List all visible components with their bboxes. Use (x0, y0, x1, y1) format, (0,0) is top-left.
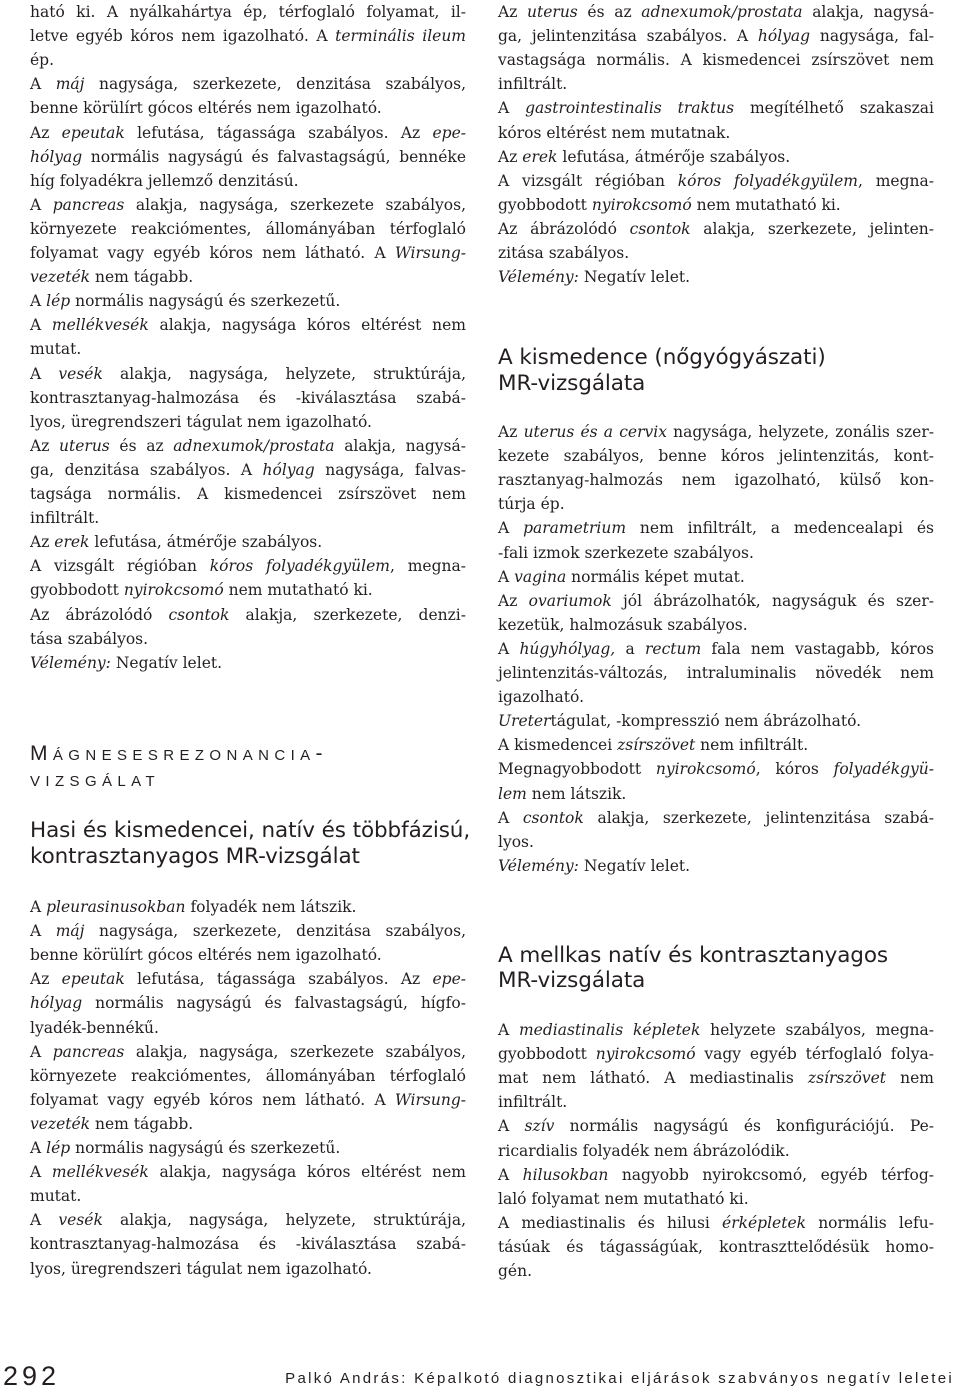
text-line (30, 458, 466, 482)
text-line (498, 420, 934, 444)
text-run: laló folyamat nem mutatható ki. (498, 1189, 749, 1208)
italic-term: Vélemény: (498, 268, 579, 287)
text-run: alakja, szerkezete, jelinten- (690, 219, 934, 238)
text-line (30, 265, 466, 289)
italic-term: máj (55, 922, 85, 941)
text-run: Az (498, 3, 528, 21)
text-line (498, 1114, 934, 1138)
text-run: lefutása, tágassága szabályos. Az (124, 970, 433, 989)
text-run: megítélhető szakaszai (734, 99, 935, 118)
text-run: A (498, 567, 515, 586)
text-run: A kismedencei (498, 736, 618, 755)
text-run: , kóros (755, 760, 834, 779)
text-run: Negatív lelet. (110, 653, 223, 672)
heading-chest-mr: A mellkas natív és kontrasztanyagos (498, 943, 888, 968)
text-run: lefutása, tágassága szabályos. Az (124, 123, 433, 142)
text-line (30, 145, 466, 169)
italic-term: nyirokcsomó (591, 195, 692, 214)
text-line (30, 193, 466, 217)
text-line (30, 217, 466, 241)
text-line (30, 1016, 466, 1040)
italic-term: Ureter (498, 712, 551, 731)
text-run: normális nagyságú és falvastagságú, hígfo- (82, 994, 466, 1013)
text-run: ga, denzitása szabályos. A (30, 460, 263, 479)
text-line (498, 265, 934, 289)
text-line (30, 169, 466, 193)
subheading-cont: kontrasztanyagos MR-vizsgálat (30, 844, 360, 869)
text-run: tagsága normális. A kismedencei zsírszövet nem (30, 485, 466, 503)
text-line (30, 337, 466, 361)
text-run: alakja, nagysá- (334, 436, 466, 455)
text-run: nagysága, szerkezete, denzitása szabályos, (84, 75, 466, 94)
text-line (30, 121, 466, 145)
text-run: kezetük, halmozásuk szabályos. (498, 615, 748, 634)
text-line (30, 1088, 466, 1112)
text-run: nagyobb nyirokcsomó, egyéb térfog- (608, 1165, 935, 1184)
text-line (498, 96, 934, 120)
text-run: A (498, 808, 523, 827)
italic-term: rectum (644, 639, 702, 658)
italic-term: pleurasinusokban (46, 898, 186, 916)
italic-term: Vélemény: (30, 653, 111, 672)
text-run: kezete szabályos, benne kóros jelintenzitás, kont- (498, 447, 934, 466)
text-line (498, 121, 934, 145)
heading-chest-mr-cont: MR-vizsgálata (498, 968, 646, 993)
text-run: lyos, üregrendszeri tágulat nem igazolható. (30, 1259, 372, 1278)
text-run: ép. (30, 51, 55, 70)
text-line (498, 1066, 934, 1090)
text-line (498, 757, 934, 781)
text-run: folyamat vagy egyéb kóros nem látható. A (30, 1090, 395, 1109)
text-line (498, 217, 934, 241)
text-run: infiltrált. (498, 1093, 568, 1112)
text-run: , megna- (390, 557, 466, 576)
text-line (498, 830, 934, 854)
text-run: letve egyéb kóros nem igazolható. A (30, 27, 336, 46)
italic-term: hólyag (262, 460, 315, 479)
text-line (30, 482, 466, 506)
text-run: nagysága, helyzete, zonális szer- (666, 423, 934, 441)
text-run: A mediastinalis és hilusi (498, 1213, 723, 1232)
text-line (498, 589, 934, 613)
text-run: A (30, 898, 47, 916)
italic-term: vagina (514, 567, 567, 586)
text-line (30, 991, 466, 1015)
italic-term: hólyag (30, 994, 83, 1013)
text-line (498, 1211, 934, 1235)
italic-term: epe- (432, 970, 466, 989)
text-line (30, 313, 466, 337)
text-run: A (498, 639, 520, 658)
text-run: A (30, 316, 52, 335)
text-line (30, 289, 466, 313)
text-line (498, 169, 934, 193)
italic-term: csontok (629, 219, 691, 238)
text-run: környezete reakciómentes, állományában térfoglaló (30, 219, 466, 238)
text-run: igazolható. (498, 688, 585, 707)
italic-term: uterus és a cervix (523, 423, 667, 441)
text-line (498, 1163, 934, 1187)
text-line (498, 782, 934, 806)
italic-term: lép (46, 292, 71, 311)
text-run: alakja, nagysá- (802, 3, 934, 21)
italic-term: folyadékgyü- (833, 760, 934, 779)
section-heading-cont: vizsgálat (30, 768, 161, 791)
text-run: nem (886, 1069, 934, 1088)
italic-term: csontok (168, 605, 230, 624)
text-run: A vizsgált régióban (30, 557, 210, 576)
text-run: Az (30, 436, 60, 455)
text-line (498, 1018, 934, 1042)
text-line (30, 1064, 466, 1088)
text-run: gyobbodott (30, 581, 124, 600)
text-run: A (30, 1211, 59, 1230)
text-run: kontrasztanyag-halmozása és -kiválasztása szabá- (30, 388, 466, 407)
text-run: lyos, üregrendszeri tágulat nem igazolható. (30, 412, 372, 431)
text-run: gén. (498, 1262, 533, 1280)
text-run: kóros eltérést nem mutatnak. (498, 123, 731, 142)
text-line (30, 1208, 466, 1232)
italic-term: ovariumok (528, 591, 612, 610)
text-run: nem infiltrált, a medencealapi és (626, 519, 934, 538)
text-run: infiltrált. (498, 75, 568, 94)
text-run: benne körülírt gócos eltérés nem igazolható. (30, 99, 382, 118)
text-line (498, 661, 934, 685)
text-run: nagysága, szerkezete, denzitása szabályos, (84, 922, 466, 941)
text-run: és az (577, 3, 642, 21)
section-heading: Mágnesesrezonancia- (30, 742, 328, 765)
italic-term: vesék (58, 364, 103, 383)
text-line (30, 0, 466, 24)
text-run: folyamat vagy egyéb kóros nem látható. A (30, 244, 395, 262)
text-run: Az (498, 147, 523, 166)
text-run: nem mutatható ki. (691, 195, 841, 214)
italic-term: vezeték (30, 268, 91, 287)
text-run: lefutása, átmérője szabályos. (89, 533, 323, 552)
text-run: a (615, 639, 645, 658)
text-line (498, 1139, 934, 1163)
text-line (498, 685, 934, 709)
text-run: zitása szabályos. (498, 244, 630, 262)
text-line (498, 516, 934, 540)
text-run: normális nagyságú és konfigurációjú. Pe- (554, 1117, 934, 1136)
text-line (498, 193, 934, 217)
text-run: ricardialis folyadék nem ábrázolódik. (498, 1141, 790, 1160)
text-run: ható ki. A nyálkahártya ép, térfoglaló folyamat, il- (30, 3, 466, 21)
text-run: Megnagyobbodott (498, 760, 656, 779)
text-run: vagy egyéb térfoglaló folya- (695, 1045, 934, 1064)
italic-term: mellékvesék (51, 316, 149, 335)
text-line (498, 444, 934, 468)
italic-term: terminális ileum (335, 27, 466, 46)
italic-term: erek (54, 533, 90, 552)
text-run: helyzete szabályos, megna- (700, 1021, 934, 1039)
italic-term: nyirokcsomó (595, 1045, 696, 1064)
text-run: alakja, szerkezete, denzi- (229, 605, 466, 624)
italic-term: Wirsung- (394, 1090, 466, 1109)
text-run: híg folyadékra jellemző denzitású. (30, 171, 299, 190)
text-run: Az (30, 123, 62, 142)
text-line (498, 24, 934, 48)
text-run: alakja, nagysága, szerkezete szabályos, (124, 195, 466, 214)
text-run: tása szabályos. (30, 629, 149, 648)
text-line (498, 492, 934, 516)
text-line (498, 468, 934, 492)
text-run: Az (498, 591, 529, 610)
text-run: nagysága, fal- (810, 27, 935, 46)
text-line (498, 854, 934, 878)
page-number: 292 (3, 1361, 61, 1391)
text-run: nem tágabb. (90, 1114, 194, 1133)
text-run: Az ábrázolódó (498, 219, 630, 238)
italic-term: adnexumok/prostata (173, 436, 335, 455)
text-line (498, 72, 934, 96)
italic-term: vesék (58, 1211, 103, 1230)
italic-term: lem (498, 784, 527, 803)
text-line (30, 1232, 466, 1256)
text-run: lyadék-bennékű. (30, 1018, 159, 1037)
italic-term: mellékvesék (51, 1163, 149, 1182)
text-run: A (498, 1021, 519, 1039)
text-run: rasztanyag-halmozás nem igazolható, külső kon- (498, 471, 934, 490)
text-run: alakja, nagysága, szerkezete szabályos, (124, 1042, 466, 1061)
text-run: túrja ép. (498, 495, 565, 514)
text-line (30, 1257, 466, 1281)
text-line (498, 0, 934, 24)
text-run: A (30, 1042, 53, 1061)
text-run: Az (30, 970, 62, 989)
italic-term: adnexumok/prostata (641, 3, 803, 21)
text-run: , megna- (858, 171, 934, 190)
text-run: normális nagyságú és falvastagságú, bennéke (82, 147, 466, 166)
heading-pelvis-mr: A kismedence (nőgyógyászati) (498, 345, 826, 370)
text-line (30, 410, 466, 434)
text-line (30, 434, 466, 458)
text-line (30, 603, 466, 627)
text-line (30, 530, 466, 554)
text-line (30, 651, 466, 675)
text-run: fala nem vastagabb, kóros (701, 639, 934, 658)
text-run: lefutása, átmérője szabályos. (557, 147, 791, 166)
italic-term: epe- (432, 123, 466, 142)
text-run: normális képet mutat. (566, 567, 745, 586)
text-run: mat nem látható. A mediastinalis (498, 1069, 808, 1088)
italic-term: parametrium (523, 519, 627, 538)
text-run: Az (30, 533, 55, 552)
text-run: alakja, szerkezete, jelintenzitása szabá- (583, 808, 935, 827)
text-line (30, 48, 466, 72)
text-run: lyos. (498, 832, 534, 851)
italic-term: erek (522, 147, 558, 166)
italic-term: pancreas (52, 195, 125, 214)
text-run: jelintenzitás-változás, intraluminalis növedék nem (498, 664, 934, 682)
italic-term: epeutak (61, 123, 125, 142)
text-line (30, 24, 466, 48)
italic-term: vezeték (30, 1114, 91, 1133)
text-run: vastagsága normális. A kismedencei zsírszövet nem (498, 51, 934, 70)
italic-term: nyirokcsomó (655, 760, 756, 779)
text-run: normális nagyságú és szerkezetű. (70, 1139, 341, 1157)
text-run: tásúak és tágasságúak, kontraszttelődésük homo- (498, 1237, 934, 1256)
italic-term: szív (524, 1117, 555, 1136)
text-line (30, 386, 466, 410)
text-line (30, 72, 466, 96)
text-run: nem látszik. (526, 784, 627, 803)
text-run: A (30, 195, 53, 214)
text-run: infiltrált. (30, 509, 100, 528)
text-run: A (30, 75, 56, 94)
italic-term: kóros folyadékgyülem (209, 557, 390, 576)
text-run: A (498, 99, 526, 118)
text-run: jól ábrázolhatók, nagyságuk és szer- (611, 591, 934, 610)
text-line (498, 1259, 934, 1283)
italic-term: érképletek (722, 1213, 807, 1232)
italic-term: Vélemény: (498, 856, 579, 875)
text-run: A (30, 922, 56, 941)
text-run: normális lefu- (806, 1213, 934, 1232)
running-title: Palkó András: Képalkotó diagnosztikai eljárások szabványos negatív leletei (285, 1370, 954, 1387)
text-line (498, 806, 934, 830)
text-run: A (498, 1165, 523, 1184)
text-line (30, 943, 466, 967)
text-line (498, 733, 934, 757)
text-run: és az (109, 436, 174, 455)
text-line (30, 1112, 466, 1136)
text-run: alakja, nagysága kóros eltérést nem (148, 1163, 466, 1182)
italic-term: zsírszövet (807, 1069, 887, 1088)
text-run: A (498, 519, 524, 538)
text-run: nagysága, falvas- (314, 460, 467, 479)
text-line (30, 1136, 466, 1160)
text-run: -fali izmok szerkezete szabályos. (498, 543, 754, 562)
text-line (30, 362, 466, 386)
italic-term: zsírszövet (617, 736, 696, 755)
text-line (498, 241, 934, 265)
italic-term: Wirsung- (394, 244, 466, 262)
text-run: Negatív lelet. (578, 856, 691, 875)
text-line (30, 1040, 466, 1064)
italic-term: nyirokcsomó (123, 581, 224, 600)
text-run: A vizsgált régióban (498, 171, 678, 190)
text-run: A (30, 364, 59, 383)
italic-term: lép (46, 1139, 71, 1157)
text-run: nem tágabb. (90, 268, 194, 287)
text-line (30, 895, 466, 919)
text-line (30, 967, 466, 991)
text-run: Negatív lelet. (578, 268, 691, 287)
italic-term: hólyag (30, 147, 83, 166)
text-run: A (30, 1163, 52, 1182)
text-run: mutat. (30, 340, 82, 359)
italic-term: csontok (522, 808, 584, 827)
text-run: normális nagyságú és szerkezetű. (70, 292, 341, 311)
text-line (498, 1187, 934, 1211)
text-run: alakja, nagysága, helyzete, struktúrája, (102, 364, 467, 383)
text-run: alakja, nagysága, helyzete, struktúrája, (102, 1211, 467, 1230)
text-line (498, 48, 934, 72)
italic-term: hólyag (757, 27, 811, 46)
italic-term: mediastinalis képletek (518, 1021, 701, 1039)
italic-term: húgyhólyag, (519, 639, 616, 658)
text-run: mutat. (30, 1187, 82, 1206)
text-line (498, 613, 934, 637)
text-run: alakja, nagysága kóros eltérést nem (148, 316, 466, 335)
heading-pelvis-mr-cont: MR-vizsgálata (498, 371, 646, 396)
text-run: A (498, 1117, 525, 1136)
text-line (498, 1090, 934, 1114)
text-run: gyobbodott (498, 1045, 596, 1064)
text-run: Az ábrázolódó (30, 605, 169, 624)
text-line (30, 241, 466, 265)
text-line (30, 919, 466, 943)
subheading: Hasi és kismedencei, natív és többfázisú, (30, 818, 471, 843)
text-line (30, 554, 466, 578)
text-line (498, 1042, 934, 1066)
italic-term: kóros folyadékgyülem (677, 171, 858, 190)
text-run: gyobbodott (498, 195, 592, 214)
text-run: ga, jelintenzitása szabályos. A (498, 27, 758, 46)
text-line (30, 578, 466, 602)
text-line (30, 96, 466, 120)
italic-term: gastrointestinalis traktus (525, 99, 735, 118)
text-run: A (30, 1139, 47, 1157)
italic-term: epeutak (61, 970, 125, 989)
text-run: tágulat, -kompresszió nem ábrázolható. (550, 712, 862, 731)
text-line (30, 506, 466, 530)
text-line (30, 1184, 466, 1208)
text-run: nem mutatható ki. (223, 581, 373, 600)
italic-term: hilusokban (522, 1165, 609, 1184)
text-line (498, 565, 934, 589)
text-run: nem infiltrált. (695, 736, 809, 755)
text-run: folyadék nem látszik. (185, 898, 357, 916)
italic-term: máj (55, 75, 85, 94)
italic-term: uterus (59, 436, 110, 455)
text-line (30, 627, 466, 651)
text-line (498, 541, 934, 565)
text-line (498, 709, 934, 733)
italic-term: uterus (527, 3, 578, 21)
text-run: A (30, 292, 47, 311)
text-run: kontrasztanyag-halmozása és -kiválasztása szabá- (30, 1235, 466, 1254)
text-line (498, 637, 934, 661)
italic-term: pancreas (52, 1042, 125, 1061)
text-run: benne körülírt gócos eltérés nem igazolható. (30, 946, 382, 965)
text-run: környezete reakciómentes, állományában térfoglaló (30, 1066, 466, 1085)
text-line (498, 145, 934, 169)
text-run: Az (498, 423, 524, 441)
text-line (30, 1160, 466, 1184)
text-line (498, 1235, 934, 1259)
